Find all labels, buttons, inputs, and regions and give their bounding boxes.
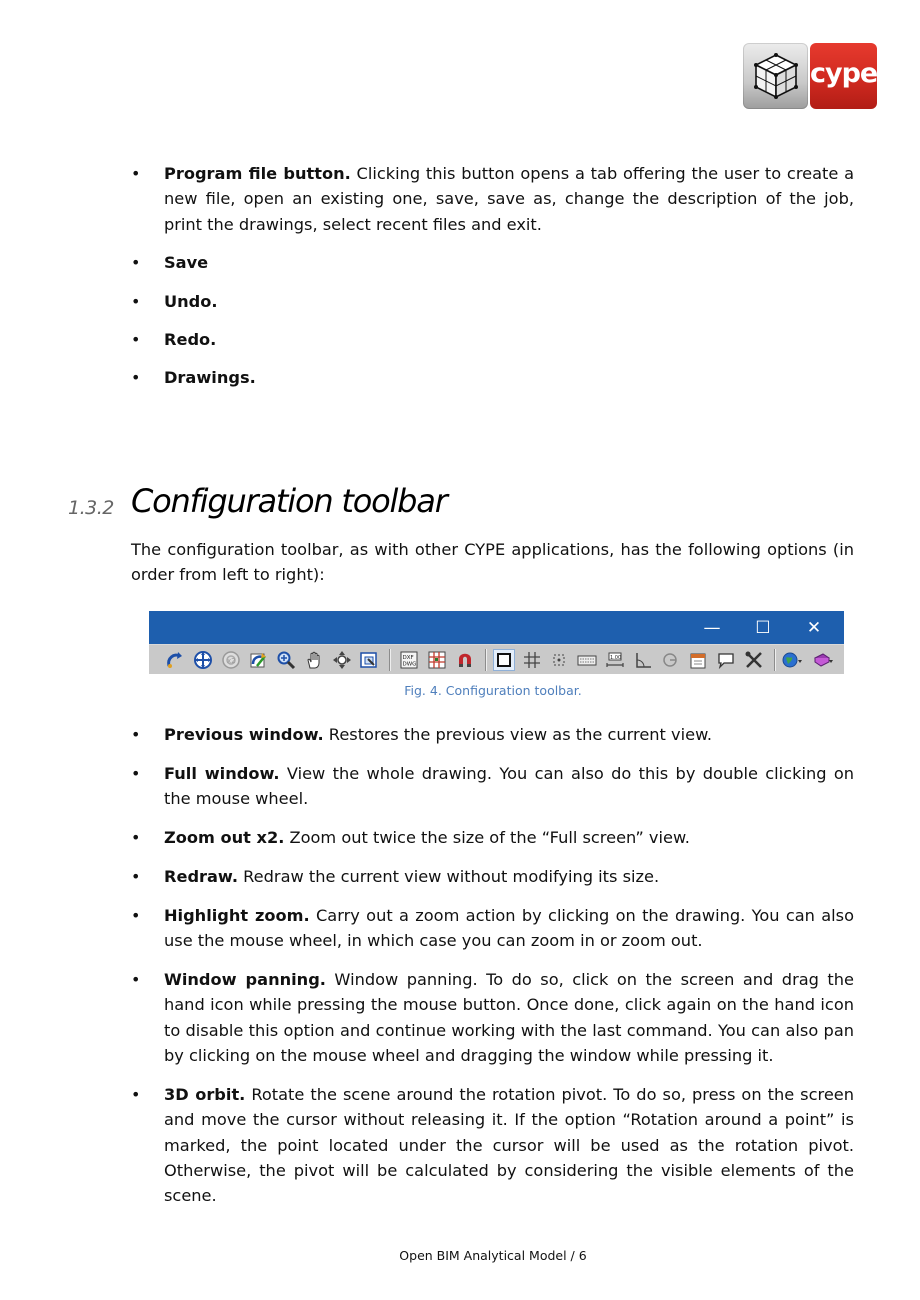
list-item: [131, 864, 854, 889]
list-item: [131, 825, 854, 850]
cype-logo: [743, 43, 877, 110]
highlight-zoom-icon[interactable]: [276, 650, 296, 670]
scale-text-icon[interactable]: [605, 650, 625, 670]
item-text: Rotate the scene around the rotation pivot. To do so, press on the screen and move the cursor without releasing it. If the option “Rotation around a point” is marked, the point located under the cursor will be used as the rotation pivot. Otherwise, the pivot will be calculated by considering the visible elements of the scene.: [164, 1084, 854, 1206]
grid-icon[interactable]: [522, 650, 542, 670]
previous-window-icon[interactable]: [165, 650, 185, 670]
list-item: [131, 289, 854, 314]
item-text: View the whole drawing. You can also do this by double clicking on the mouse wheel.: [164, 763, 854, 809]
list-item: [131, 722, 854, 747]
svg-text:DWG: DWG: [402, 661, 417, 668]
3d-orbit-icon[interactable]: [332, 650, 352, 670]
window-zoom-icon[interactable]: [359, 650, 379, 670]
help-book-dropdown-icon[interactable]: [813, 650, 833, 670]
hand-pan-icon[interactable]: [304, 650, 324, 670]
item-title: Save: [164, 253, 209, 273]
tools-icon[interactable]: [744, 650, 764, 670]
snap-magnet-icon[interactable]: [455, 650, 475, 670]
item-title: Undo.: [164, 291, 218, 311]
keyboard-input-icon[interactable]: [577, 650, 597, 670]
item-title: Window panning.: [164, 969, 326, 989]
svg-text:DXF: DXF: [402, 655, 414, 661]
item-title: Redraw.: [164, 866, 239, 886]
item-title: Zoom out x2.: [164, 828, 285, 847]
snap-points-icon[interactable]: [549, 650, 569, 670]
frame-view-icon[interactable]: [494, 650, 514, 670]
list-item: [131, 250, 854, 275]
item-title: Redo.: [164, 330, 217, 350]
comment-balloon-icon[interactable]: [716, 650, 736, 670]
item-text: Zoom out twice the size of the “Full screen” view.: [284, 828, 690, 847]
item-text: Clicking this button opens a tab offering the user to create a new file, open an existing one, save, save as, change the description of the job, print the drawings, select recent files and exit.: [164, 164, 854, 234]
item-title: 3D orbit.: [164, 1084, 246, 1104]
rotate-icon[interactable]: [660, 650, 680, 670]
redraw-icon[interactable]: [248, 650, 268, 670]
full-window-icon[interactable]: [193, 650, 213, 670]
angle-dimension-icon[interactable]: [633, 650, 653, 670]
calendar-icon[interactable]: [688, 650, 708, 670]
section-number: 1.3.2: [68, 497, 114, 519]
minimize-button[interactable]: —: [703, 618, 721, 638]
item-title: Full window.: [164, 763, 280, 783]
item-text: Window panning. To do so, click on the screen and drag the hand icon while pressing the mouse button. Once done, click again on the hand icon to disable this option and continue working with the last command. You can also pan by clicking on the mouse wheel and dragging the window while pressing it.: [164, 969, 854, 1066]
zoom-out-x2-icon[interactable]: [221, 650, 241, 670]
item-text: Restores the previous view as the current view.: [323, 725, 712, 744]
item-title: Highlight zoom.: [164, 905, 310, 925]
list-item: [131, 365, 854, 390]
top-bullet-list: [131, 161, 854, 404]
figure-caption: Fig. 4. Configuration toolbar.: [404, 683, 582, 698]
list-item: [131, 903, 854, 954]
list-item: [131, 327, 854, 352]
globe-dropdown-icon[interactable]: [782, 650, 802, 670]
configuration-toolbar: [149, 644, 844, 674]
svg-text:1.00: 1.00: [610, 655, 622, 661]
bottom-bullet-list: [131, 722, 854, 1222]
layers-grid-icon[interactable]: [427, 650, 447, 670]
dxf-dwg-import-icon[interactable]: [399, 650, 419, 670]
item-text: Carry out a zoom action by clicking on the drawing. You can also use the mouse wheel, in which case you can zoom in or zoom out.: [164, 905, 854, 950]
svg-text:x2: x2: [227, 657, 236, 665]
item-title: Drawings.: [164, 368, 256, 388]
list-item: [131, 1082, 854, 1209]
list-item: [131, 967, 854, 1069]
section-title: Configuration toolbar: [131, 482, 447, 520]
toolbar-screenshot: [149, 611, 844, 673]
window-titlebar: [149, 611, 844, 644]
list-item: [131, 161, 854, 237]
cype-brand-mark: cype: [810, 43, 877, 109]
item-title: Previous window.: [164, 725, 324, 744]
cube-logo-icon: [743, 43, 808, 109]
close-button[interactable]: ✕: [806, 618, 822, 638]
intro-paragraph: The configuration toolbar, as with other CYPE applications, has the following options (in order from left to right):: [131, 540, 854, 585]
item-text: Redraw the current view without modifying its size.: [238, 866, 660, 886]
item-title: Program file button.: [164, 164, 351, 183]
maximize-button[interactable]: ☐: [755, 618, 771, 638]
page-footer: Open BIM Analytical Model / 6: [399, 1248, 587, 1263]
list-item: [131, 761, 854, 812]
